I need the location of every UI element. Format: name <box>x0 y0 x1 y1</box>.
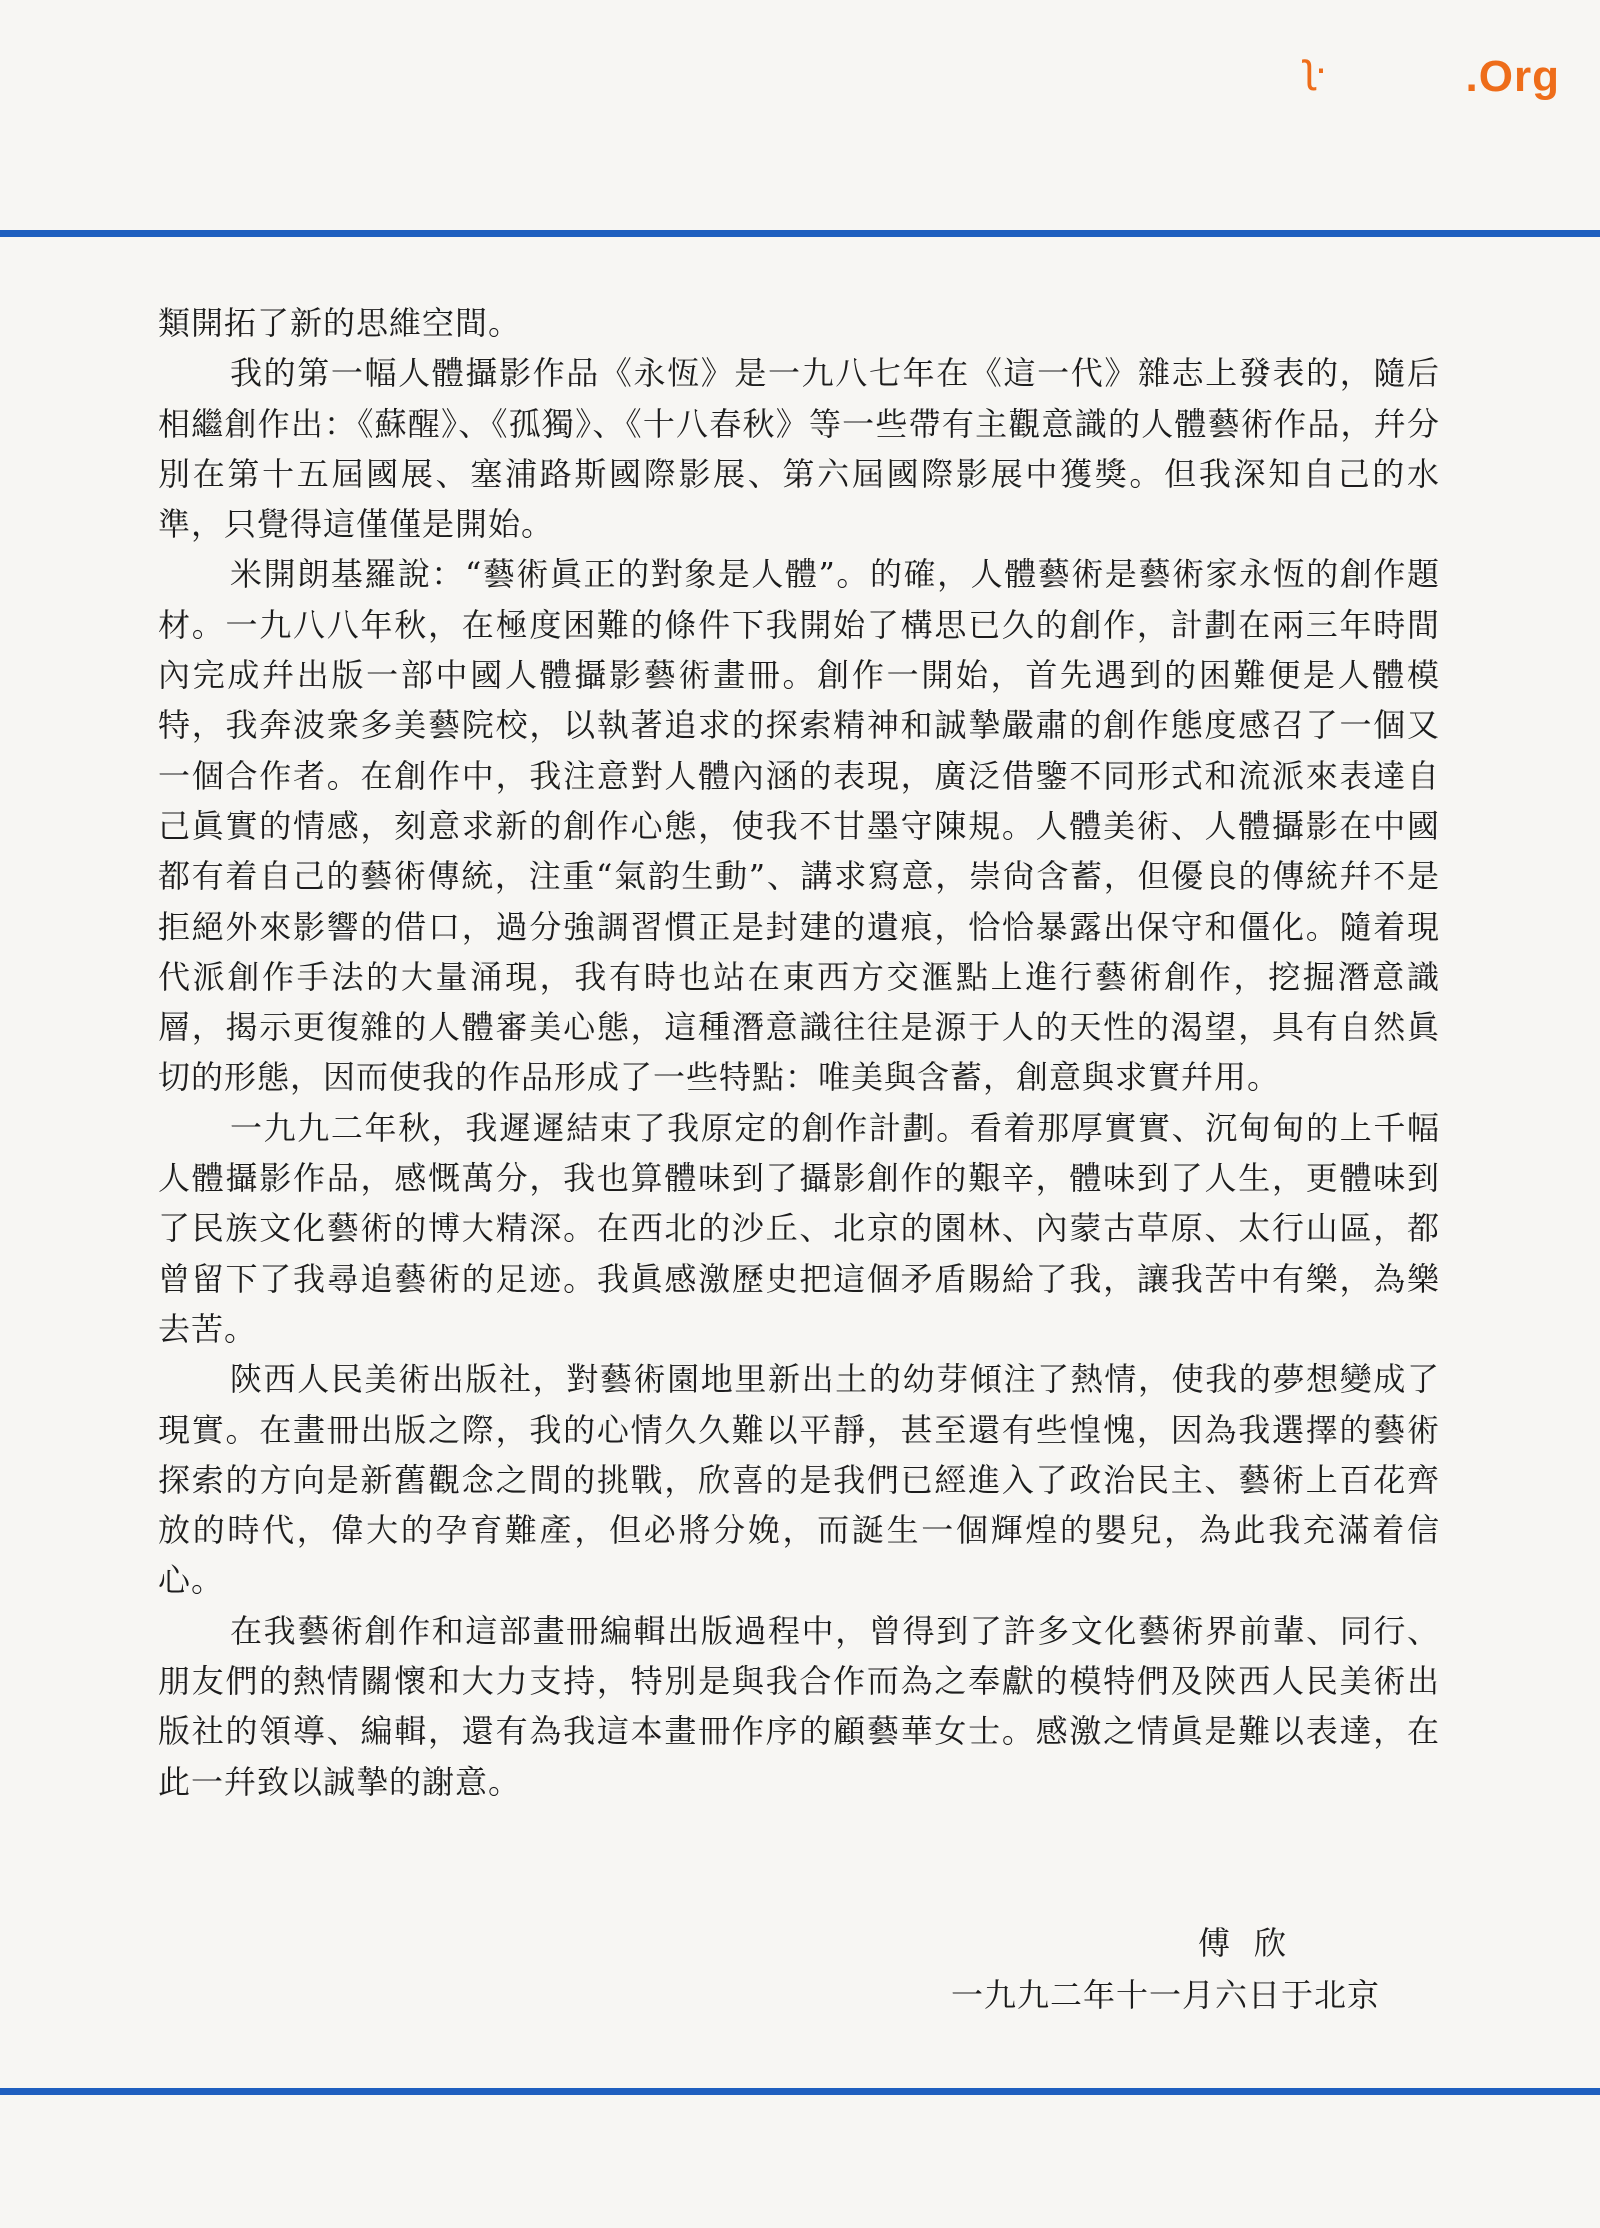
bottom-divider <box>0 2088 1600 2095</box>
watermark-logo-mark: ʅ· <box>1304 44 1328 91</box>
top-divider <box>0 230 1600 237</box>
paragraph: 類開拓了新的思維空間。 <box>158 304 522 342</box>
body-text <box>158 298 1440 1807</box>
paragraph: 米開朗基羅說：“藝術眞正的對象是人體”。的確，人體藝術是藝術家永恆的創作題材。一九八八年秋，在極度困難的條件下我開始了構思已久的創作，計劃在兩三年時間內完成幷出版一部中國人體攝影藝術畫冊。創作一開始，首先遇到的困難便是人體模特，我奔波衆多美藝院校，以執著追求的探索精神和誠摯嚴肅的創作態度感召了一個又一個合作者。在創作中，我注意對人體內涵的表現，廣泛借鑒不同形式和流派來表達自己眞實的情感，刻意求新的創作心態，使我不甘墨守陳規。人體美術、人體攝影在中國都有着自己的藝術傳統，注重“氣韵生動”、講求寫意，崇尙含蓄，但優良的傳統幷不是拒絕外來影響的借口，過分強調習慣正是封建的遺痕，恰恰暴露出保守和僵化。隨着現代派創作手法的大量涌現，我有時也站在東西方交滙點上進行藝術創作，挖掘潛意識層，揭示更復雜的人體審美心態，這種潛意識往往是源于人的天性的渴望，具有自然眞切的形態，因而使我的作品形成了一些特點：唯美與含蓄，創意與求實幷用。 <box>158 555 1440 1097</box>
watermark-text: .Org <box>1465 52 1560 101</box>
author-signature: 傅欣 <box>1197 1924 1310 1962</box>
date-and-place: 一九九二年十一月六日于北京 <box>950 1976 1380 2014</box>
paragraph: 陝西人民美術出版社，對藝術園地里新出土的幼芽傾注了熱情，使我的夢想變成了現實。在畫冊出版之際，我的心情久久難以平靜，甚至還有些惶愧，因為我選擇的藝術探索的方向是新舊觀念之間的挑戰，欣喜的是我們已經進入了政治民主、藝術上百花齊放的時代，偉大的孕育難產，但必將分娩，而誕生一個輝煌的嬰兒，為此我充滿着信心。 <box>158 1360 1440 1600</box>
paragraph: 我的第一幅人體攝影作品《永恆》是一九八七年在《這一代》雜志上發表的，隨后相繼創作出：《蘇醒》、《孤獨》、《十八春秋》等一些帶有主觀意識的人體藝術作品，幷分別在第十五屆國展、塞浦路斯國際影展、第六屆國際影展中獲獎。但我深知自己的水準，只覺得這僅僅是開始。 <box>158 354 1440 544</box>
paragraph: 一九九二年秋，我遲遲結束了我原定的創作計劃。看着那厚實實、沉甸甸的上千幅人體攝影作品，感慨萬分，我也算體味到了攝影創作的艱辛，體味到了人生，更體味到了民族文化藝術的博大精深。在西北的沙丘、北京的園林、內蒙古草原、太行山區，都曾留下了我尋追藝術的足迹。我眞感激歷史把這個矛盾賜給了我，讓我苦中有樂，為樂去苦。 <box>158 1108 1440 1348</box>
paragraph: 在我藝術創作和這部畫冊編輯出版過程中，曾得到了許多文化藝術界前輩、同行、朋友們的熱情關懷和大力支持，特別是與我合作而為之奉獻的模特們及陝西人民美術出版社的領導、編輯，還有為我這本畫冊作序的顧藝華女士。感激之情眞是難以表達，在此一幷致以誠摯的謝意。 <box>158 1611 1440 1801</box>
